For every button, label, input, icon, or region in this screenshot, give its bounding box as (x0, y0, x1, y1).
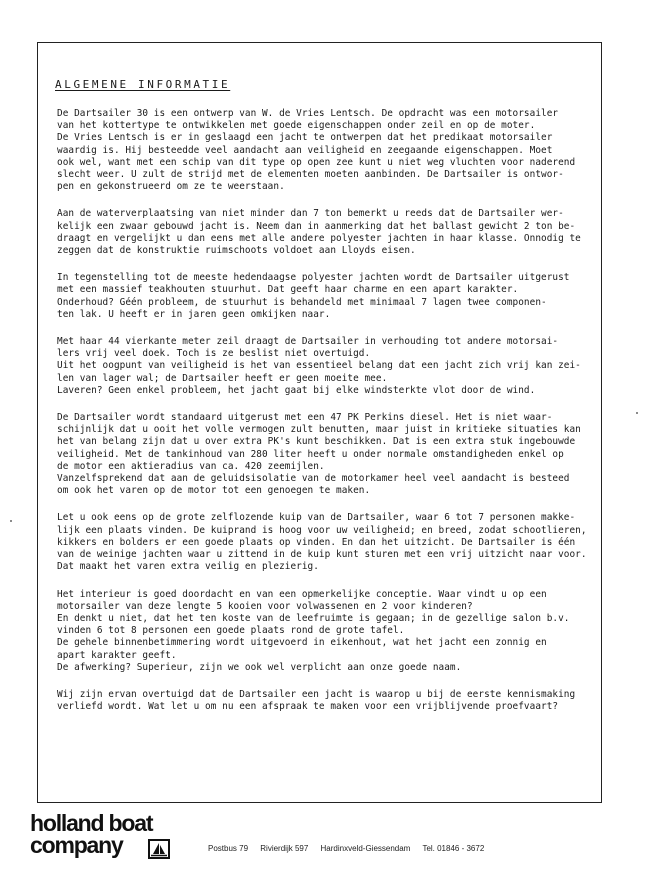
text-line: schijnlijk dat u ooit het volle vermogen zult benutten, maar juist in kritieke situaties kan (57, 424, 581, 436)
text-line: veiligheid. Met de tankinhoud van 280 liter heeft u onder normale omstandigheden enkel op (57, 448, 564, 460)
text-line: De afwerking? Superieur, zijn we ook wel verplicht aan onze goede naam. (57, 661, 462, 673)
body-text (57, 108, 585, 728)
paragraph (57, 512, 585, 573)
text-line: zeggen dat de konstruktie ruimschoots voldoet aan Lloyds eisen. (57, 245, 416, 257)
text-line: kikkers en bolders er een goede plaats op vinden. En dan het uitzicht. De Dartsailer is één (57, 536, 576, 548)
paragraph (57, 336, 585, 397)
footer (30, 812, 630, 872)
text-line: De Vries Lentsch is er in geslaagd een jacht te ontwerpen dat het predikaat motorsailer (57, 132, 553, 144)
text-line: motorsailer van deze lengte 5 kooien voor volwassenen en 2 voor kinderen? (57, 600, 473, 612)
text-line: vinden 6 tot 8 personen een goede plaats rond de grote tafel. (57, 625, 405, 637)
text-line: met een massief teakhouten stuurhut. Dat geeft haar charme en een apart karakter. (57, 284, 519, 296)
text-line: van de weinige jachten waar u zittend in de kuip kunt sturen met een vrij uitzicht naar voor. (57, 549, 587, 561)
text-line: ten lak. U heeft er in jaren geen omkijken naar. (57, 308, 331, 320)
paragraph (57, 689, 585, 713)
text-line: het van belang zijn dat u over extra PK's kunt beschikken. Dat is een extra stuk ingebouwde (57, 436, 576, 448)
company-logo (30, 812, 152, 858)
phone-number: Tel. 01846 - 3672 (422, 844, 485, 853)
logo-line2: company (30, 832, 123, 858)
text-line: apart karakter geeft. (57, 649, 177, 661)
text-line: slecht weer. U zult de strijd met de elementen moeten aanbinden. De Dartsailer is ontwor- (57, 169, 564, 181)
paragraph (57, 208, 585, 257)
text-line: De Dartsailer 30 is een ontwerp van W. de Vries Lentsch. De opdracht was een motorsailer (57, 108, 559, 119)
text-line: Vanzelfsprekend dat aan de geluidsisolatie van de motorkamer heel veel aandacht is besteed (57, 473, 570, 485)
text-line: lijk een plaats vinden. De kuiprand is hoog voor uw veiligheid; en breed, zodat schootlieren, (57, 524, 587, 536)
text-line: waardig is. Hij besteedde veel aandacht aan veiligheid en zeegaande eigenschappen. Moet (57, 144, 553, 156)
city: Hardinxveld-Giessendam (320, 844, 411, 853)
page-title: ALGEMENE INFORMATIE (55, 78, 231, 91)
text-line: Met haar 44 vierkante meter zeil draagt de Dartsailer in verhouding tot andere motorsai- (57, 336, 559, 348)
contact-address (208, 844, 494, 853)
text-line: ook wel, want met een schip van dit type op open zee kunt u niet weg vluchten voor naderend (57, 156, 576, 168)
text-line: En denkt u niet, dat het ten koste van de leefruimte is gegaan; in de gezellige salon b.v. (57, 612, 570, 624)
sail-logo-icon (148, 839, 170, 859)
text-line: draagt en vergelijkt u dan eens met alle andere polyester jachten in haar klasse. Onnodig te (57, 232, 581, 244)
text-line: de motor een aktieradius van ca. 420 zeemijlen. (57, 460, 325, 472)
text-line: In tegenstelling tot de meeste hedendaagse polyester jachten wordt de Dartsailer uitgerust (57, 272, 570, 284)
scan-speck (10, 520, 12, 522)
text-line: lers vrij veel doek. Toch is ze beslist niet overtuigd. (57, 348, 371, 360)
paragraph (57, 589, 585, 674)
text-line: Onderhoud? Géén probleem, de stuurhut is behandeld met minimaal 7 lagen twee componen- (57, 296, 547, 308)
scan-speck (636, 412, 638, 414)
postbus: Postbus 79 (208, 844, 249, 853)
text-line: Uit het oogpunt van veiligheid is het van essentieel belang dat een jacht zich vrij kan zei- (57, 360, 581, 372)
text-line: Het interieur is goed doordacht en van een opmerkelijke conceptie. Waar vindt u op een (57, 588, 547, 600)
text-line: Wij zijn ervan overtuigd dat de Dartsailer een jacht is waarop u bij de eerste kennismaking (57, 688, 576, 700)
paragraph (57, 272, 585, 321)
text-line: Dat maakt het varen extra veilig en plezierig. (57, 561, 319, 573)
text-line: len van lager wal; de Dartsailer heeft er geen moeite mee. (57, 372, 388, 384)
text-line: Let u ook eens op de grote zelflozende kuip van de Dartsailer, waar 6 tot 7 personen makke- (57, 512, 576, 524)
paragraph (57, 412, 585, 497)
street-address: Rivierdijk 597 (260, 844, 309, 853)
text-line: De gehele binnenbetimmering wordt uitgevoerd in eikenhout, wat het jacht een zonnig en (57, 637, 547, 649)
logo-line1: holland boat (30, 810, 153, 836)
text-line: pen en gekonstrueerd om ze te weerstaan. (57, 181, 285, 193)
text-line: verliefd wordt. Wat let u om nu een afspraak te maken voor een vrijblijvende proefvaart? (57, 701, 559, 713)
text-line: Laveren? Geen enkel probleem, het jacht gaat bij elke windsterkte vlot door de wind. (57, 384, 536, 396)
text-line: om ook het varen op de motor tot een genoegen te maken. (57, 485, 371, 497)
text-line: Aan de waterverplaatsing van niet minder dan 7 ton bemerkt u reeds dat de Dartsailer wer- (57, 208, 564, 220)
text-line: De Dartsailer wordt standaard uitgerust met een 47 PK Perkins diesel. Het is niet waar- (57, 412, 553, 424)
paragraph (57, 108, 585, 193)
text-line: van het kottertype te ontwikkelen met goede eigenschappen onder zeil en op de moter. (57, 120, 536, 132)
text-line: kelijk een zwaar gebouwd jacht is. Neem dan in aanmerking dat het ballast gewicht 2 ton be- (57, 220, 576, 232)
